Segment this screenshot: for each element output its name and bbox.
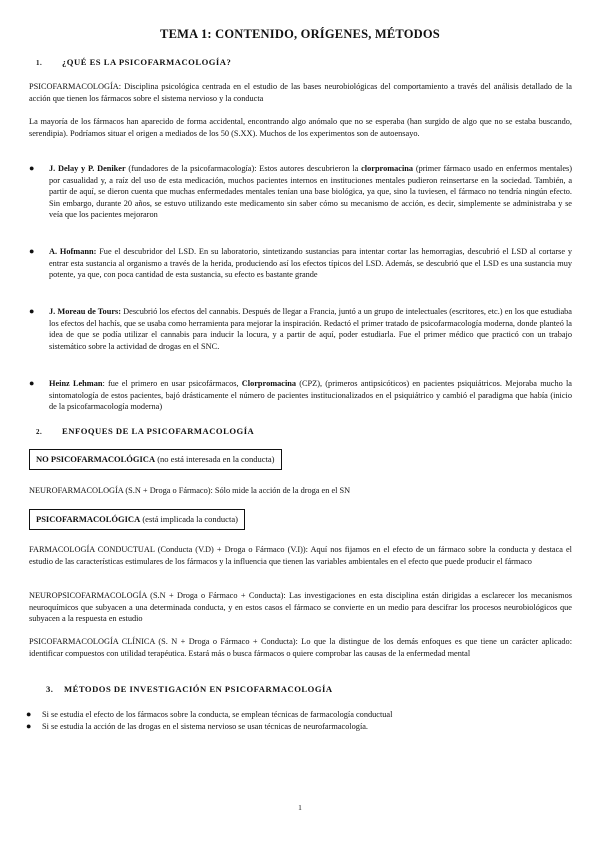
list-item: [26, 721, 569, 733]
neuropsicofarmacologia-paragraph: NEUROPSICOFARMACOLOGÍA (S.N + Droga o Fármaco + Conducta): Las investigaciones en esta disciplina están dirigidas a esclarecer los mecanismos neuroquímicos que subyacen a una determinada conducta, y en estos casos el fármaco se convierte en un medio para descifrar los procesos neurobiológicos que subyacen a la respuesta en estudio: [29, 591, 572, 624]
person-item-hofmann: [29, 246, 572, 281]
person-name: Heinz Lehman: [49, 379, 103, 388]
person-name: J. Delay y P. Deniker: [49, 164, 126, 173]
person-name: J. Moreau de Tours:: [49, 307, 121, 316]
bullet-icon: ●: [26, 709, 32, 719]
section-3-title: MÉTODOS DE INVESTIGACIÓN EN PSICOFARMACOLOGÍA: [64, 684, 333, 694]
box-note: (no está interesada en la conducta): [155, 454, 275, 464]
person-text-cont: (CPZ), (primeros antipsicóticos) en pacientes psiquiátricos. Mejoraba mucho la sintomatología de estos pacientes, bajó drásticamente el número de pacientes institucionalizados en el psiquiátrico y cambió el paradigma que había (inicio de la psicofarmacología moderna): [49, 379, 572, 412]
person-text: (fundadores de la psicofarmacología): Estos autores descubrieron la: [125, 164, 362, 173]
section-2-number: 2.: [36, 428, 43, 436]
psicofarmacologia-clinica-paragraph: PSICOFARMACOLOGÍA CLÍNICA (S. N + Droga o Fármaco + Conducta): Lo que la distingue de los demás enfoques es que tiene un carácter aplicado: identificar compuestos con utilidad terapéutica. Estará más o busca fármacos o quiere comprobar las causas de la enfermedad mental: [29, 637, 572, 658]
box-label: PSICOFARMACOLÓGICA: [36, 514, 141, 524]
section-1-heading: [36, 57, 231, 67]
section-3-heading: [46, 684, 333, 694]
drug-name: clorpromacina: [361, 164, 414, 173]
section-1-title: ¿QUÉ ES LA PSICOFARMACOLOGÍA?: [62, 57, 232, 67]
psicofarmacologica-box: [29, 509, 245, 530]
section-3-number: 3.: [46, 684, 54, 694]
bullet-icon: ●: [26, 720, 32, 731]
person-name: A. Hofmann:: [49, 247, 97, 256]
bullet-icon: ●: [29, 306, 35, 316]
methods-list: [26, 709, 569, 732]
box-note: (está implicada la conducta): [140, 514, 238, 524]
bullet-icon: ●: [29, 378, 35, 388]
box-label: NO PSICOFARMACOLÓGICA: [36, 454, 156, 464]
method-text: Si se estudia el efecto de los fármacos sobre la conducta, se emplean técnicas de farmacología conductual: [42, 710, 393, 719]
section-2-title: ENFOQUES DE LA PSICOFARMACOLOGÍA: [62, 426, 255, 436]
section-2-heading: [36, 426, 254, 436]
bullet-icon: ●: [29, 246, 35, 256]
person-item-moreau: [29, 306, 572, 352]
person-text: : fue el primero en usar psicofármacos,: [102, 379, 242, 388]
page-number: 1: [298, 803, 302, 812]
method-text: Si se estudia la acción de las drogas en el sistema nervioso se usan técnicas de neurofarmacología.: [42, 721, 369, 731]
section-1-number: 1.: [36, 59, 43, 67]
neurofarmacologia-paragraph: NEUROFARMACOLOGÍA (S.N + Droga o Fármaco): Sólo mide la acción de la droga en el SN: [29, 486, 351, 495]
person-text: Descubrió los efectos del cannabis. Después de llegar a Francia, juntó a un grupo de intelectuales (escritores, etc.) en los que estudiaba los efectos del hachís, que se usaba como herramienta para mejorar la inspiración. Redactó el primer tratado de psicofarmacología moderna, donde planteó la idea de que se podía utilizar el cannabis para inducir la locura, y a partir de aquí, poder estudiarla. Fue el primer médico que practicó con un trabajo sistemático sobre la actividad de drogas en el SNC.: [49, 307, 572, 351]
page-title: TEMA 1: CONTENIDO, ORÍGENES, MÉTODOS: [160, 27, 440, 41]
person-text-cont: (primer fármaco usado en enfermos mentales) por casualidad y, a raíz del uso de esta medicación, muchos pacientes internos en instituciones mentales pudieron reinsertarse en la sociedad. También, a partir de aquí, se dieron cuenta que muchas enfermedades mentales tenían una base biológica, ya que, sino la tuviesen, el fármaco no tendría ningún efecto. Sin embargo, durante 20 años, se estuvo utilizando este medicamento sin saber cómo su mecanismo de acción, es decir, simplemente se administraba y se veía que los pacientes mejoraron: [49, 164, 573, 220]
person-item-lehman: [29, 378, 572, 413]
farmacologia-conductual-paragraph: FARMACOLOGÍA CONDUCTUAL (Conducta (V.D) + Droga o Fármaco (V.I)): Aquí nos fijamos en el efecto de un fármaco sobre la conducta y destaca el estudio de las características estimulares de los fármacos y la influencia que tienen las variables ambientales en el efecto que puede producir el fármaco: [29, 545, 572, 566]
no-psicofarmacologica-box: [29, 449, 282, 470]
list-item: [26, 709, 569, 721]
drug-name: Clorpromacina: [241, 379, 297, 388]
origin-paragraph: La mayoría de los fármacos han aparecido de forma accidental, encontrando algo anómalo que no se esperaba (han surgido de algo que no se estaba buscando, serendipia). Podríamos situar el origen a mediados de los 50 (S.XX). Muchos de los experimentos son de autoensayo.: [29, 117, 572, 138]
person-text: Fue el descubridor del LSD. En su laboratorio, sintetizando sustancias para intentar cortar las hemorragias, descubrió el LSD al cortarse y entrar esta sustancia al organismo a través de la herida, produciendo así los efectos típicos del LSD. Además, se descubrió que el LSD es una sustancia muy potente, ya que, con poca cantidad de esta sustancia, su efecto es bastante grande: [49, 247, 572, 280]
definition-paragraph: PSICOFARMACOLOGÍA: Disciplina psicológica centrada en el estudio de las bases neurobiológicas del comportamiento a través del análisis detallado de la acción que tienen los fármacos sobre el sistema nervioso y la conducta: [29, 82, 572, 103]
person-item-delay-deniker: [29, 163, 572, 221]
bullet-icon: ●: [29, 163, 35, 173]
